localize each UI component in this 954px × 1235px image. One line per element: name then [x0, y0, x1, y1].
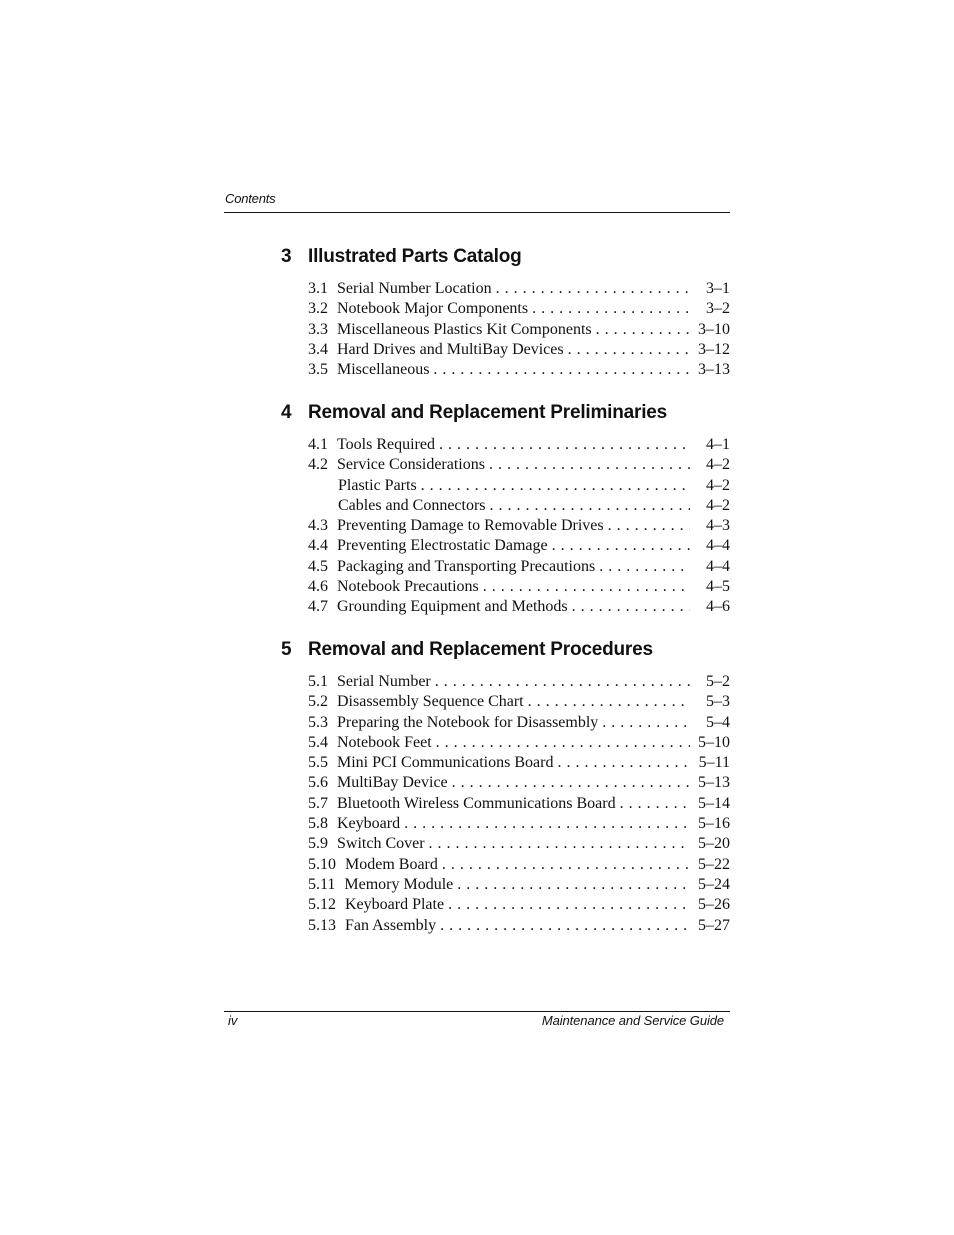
footer-guide-title: Maintenance and Service Guide	[541, 1013, 724, 1028]
entry-page: 5–3	[706, 693, 730, 711]
entry-title: Packaging and Transporting Precautions	[337, 557, 596, 575]
entry-number: 5.5	[308, 754, 328, 772]
toc-entry[interactable]	[308, 794, 730, 814]
dot-leader	[448, 895, 690, 915]
toc-entry[interactable]	[308, 733, 730, 753]
entry-number: 3.5	[308, 361, 328, 379]
entry-title: Fan Assembly	[345, 916, 437, 934]
dot-leader	[440, 916, 690, 936]
dot-leader	[608, 516, 690, 536]
dot-leader	[421, 476, 690, 496]
entry-number: 5.4	[308, 733, 328, 751]
entry-title: Serial Number	[337, 673, 431, 690]
entry-title: Preventing Electrostatic Damage	[337, 537, 548, 555]
entry-page: 5–4	[706, 713, 730, 731]
dot-leader	[620, 794, 690, 814]
entry-title: Mini PCI Communications Board	[337, 754, 554, 772]
entry-page: 5–10	[698, 733, 730, 751]
entry-number: 4.6	[308, 578, 328, 596]
dot-leader	[457, 875, 690, 895]
chapter-heading	[281, 638, 730, 662]
toc-entry[interactable]	[308, 773, 730, 793]
entry-page: 5–20	[698, 835, 730, 853]
entry-page: 4–2	[706, 476, 730, 494]
toc-entry[interactable]	[308, 834, 730, 854]
chapter-3	[281, 245, 730, 380]
toc-entries	[281, 435, 730, 618]
entry-number: 5.9	[308, 835, 328, 853]
entry-number: 5.12	[308, 896, 336, 914]
toc-entry[interactable]	[308, 435, 730, 455]
toc-entry[interactable]	[308, 320, 730, 340]
dot-leader	[489, 455, 690, 475]
entry-title: Grounding Equipment and Methods	[337, 598, 568, 616]
entry-title: Notebook Feet	[337, 733, 432, 751]
dot-leader	[452, 773, 690, 793]
dot-leader	[439, 435, 690, 455]
toc-subentry[interactable]	[308, 496, 730, 516]
entry-title: Plastic Parts	[338, 476, 417, 494]
entry-number: 4.4	[308, 537, 328, 555]
dot-leader	[568, 340, 690, 360]
toc-entry[interactable]	[308, 855, 730, 875]
chapter-4	[281, 401, 730, 618]
dot-leader	[433, 360, 690, 380]
footer-page-number: iv	[228, 1013, 238, 1028]
toc-entry[interactable]	[308, 360, 730, 380]
chapter-number: 5	[281, 639, 292, 660]
dot-leader	[557, 753, 690, 773]
entry-number: 3.1	[308, 280, 328, 297]
entry-page: 5–13	[698, 774, 730, 792]
entry-page: 5–11	[698, 754, 730, 772]
entry-title: Preparing the Notebook for Disassembly	[337, 713, 599, 731]
entry-title: Serial Number Location	[337, 280, 492, 297]
entry-number: 5.6	[308, 774, 328, 792]
entry-number: 4.2	[308, 456, 328, 474]
entry-number: 4.1	[308, 436, 328, 453]
entry-page: 3–2	[706, 300, 730, 318]
entry-number: 4.7	[308, 598, 328, 616]
dot-leader	[532, 299, 690, 319]
dot-leader	[572, 597, 690, 617]
entry-page: 4–3	[706, 517, 730, 535]
toc-entry[interactable]	[308, 279, 730, 299]
entry-page: 3–1	[706, 280, 730, 297]
toc-entry[interactable]	[308, 299, 730, 319]
entry-page: 5–27	[698, 916, 730, 934]
entry-number: 3.4	[308, 340, 328, 358]
entry-number: 5.10	[308, 855, 336, 873]
entry-number: 4.5	[308, 557, 328, 575]
entry-page: 4–2	[706, 456, 730, 474]
entry-page: 4–5	[706, 578, 730, 596]
entry-number: 3.3	[308, 320, 328, 338]
entry-title: Service Considerations	[337, 456, 485, 474]
entry-page: 4–1	[706, 436, 730, 453]
dot-leader	[596, 320, 690, 340]
dot-leader	[496, 279, 690, 299]
entry-page: 4–2	[706, 496, 730, 514]
dot-leader	[483, 577, 690, 597]
entry-title: Keyboard Plate	[345, 896, 445, 914]
toc-entry[interactable]	[308, 814, 730, 834]
entry-page: 4–4	[706, 557, 730, 575]
entry-page: 3–12	[698, 340, 730, 358]
entry-title: Miscellaneous	[337, 361, 430, 379]
toc-entry[interactable]	[308, 577, 730, 597]
toc-entry[interactable]	[308, 895, 730, 915]
entry-page: 4–4	[706, 537, 730, 555]
entry-page: 3–10	[698, 320, 730, 338]
toc-entry[interactable]	[308, 536, 730, 556]
entry-title: Keyboard	[337, 815, 401, 833]
entry-page: 5–16	[698, 815, 730, 833]
dot-leader	[528, 692, 690, 712]
dot-leader	[602, 713, 690, 733]
toc-subentry[interactable]	[308, 476, 730, 496]
entry-page: 3–13	[698, 361, 730, 379]
entry-number: 5.3	[308, 713, 328, 731]
entry-title: Disassembly Sequence Chart	[337, 693, 524, 711]
dot-leader	[435, 672, 690, 692]
toc-entry[interactable]	[308, 455, 730, 475]
entry-title: Notebook Precautions	[337, 578, 479, 596]
entry-number: 5.2	[308, 693, 328, 711]
dot-leader	[404, 814, 690, 834]
entry-number: 4.3	[308, 517, 328, 535]
entry-title: Tools Required	[337, 436, 435, 453]
entry-title: Memory Module	[344, 875, 454, 893]
entry-title: Cables and Connectors	[338, 496, 486, 514]
entry-number: 5.7	[308, 794, 328, 812]
toc-entry[interactable]	[308, 672, 730, 692]
toc-entry[interactable]	[308, 516, 730, 536]
chapter-number: 4	[281, 402, 292, 423]
dot-leader	[490, 496, 690, 516]
chapter-title: Removal and Replacement Preliminaries	[308, 402, 668, 423]
chapter-title: Illustrated Parts Catalog	[308, 246, 522, 267]
footer-rule	[224, 1011, 730, 1012]
toc-entry[interactable]	[308, 713, 730, 733]
running-head: Contents	[225, 191, 276, 206]
chapter-heading	[281, 245, 730, 269]
entry-number: 5.1	[308, 673, 328, 690]
toc-entry[interactable]	[308, 340, 730, 360]
dot-leader	[442, 855, 690, 875]
chapter-5	[281, 638, 730, 936]
toc-entry[interactable]	[308, 875, 730, 895]
entry-page: 4–6	[706, 598, 730, 616]
entry-page: 5–14	[698, 794, 730, 812]
entry-number: 5.8	[308, 815, 328, 833]
entry-page: 5–2	[706, 673, 730, 690]
entry-title: Hard Drives and MultiBay Devices	[337, 340, 564, 358]
entry-number: 5.13	[308, 916, 336, 934]
entry-title: MultiBay Device	[337, 774, 448, 792]
entry-page: 5–24	[698, 875, 730, 893]
toc-entry[interactable]	[308, 557, 730, 577]
chapter-heading	[281, 401, 730, 425]
dot-leader	[429, 834, 690, 854]
toc-entry[interactable]	[308, 916, 730, 936]
entry-page: 5–26	[698, 896, 730, 914]
entry-title: Preventing Damage to Removable Drives	[337, 517, 604, 535]
toc-entry[interactable]	[308, 753, 730, 773]
toc-entry[interactable]	[308, 597, 730, 617]
entry-page: 5–22	[698, 855, 730, 873]
entry-title: Modem Board	[345, 855, 438, 873]
chapter-title: Removal and Replacement Procedures	[308, 639, 653, 660]
toc-entry[interactable]	[308, 692, 730, 712]
toc-entries	[281, 279, 730, 380]
entry-number: 5.11	[308, 875, 336, 893]
entry-number: 3.2	[308, 300, 328, 318]
dot-leader	[599, 557, 690, 577]
toc-entries	[281, 672, 730, 936]
dot-leader	[436, 733, 690, 753]
entry-title: Switch Cover	[337, 835, 425, 853]
header-rule	[224, 212, 730, 213]
entry-title: Notebook Major Components	[337, 300, 529, 318]
entry-title: Miscellaneous Plastics Kit Components	[337, 320, 592, 338]
entry-title: Bluetooth Wireless Communications Board	[337, 794, 616, 812]
chapter-number: 3	[281, 246, 292, 267]
dot-leader	[552, 536, 690, 556]
